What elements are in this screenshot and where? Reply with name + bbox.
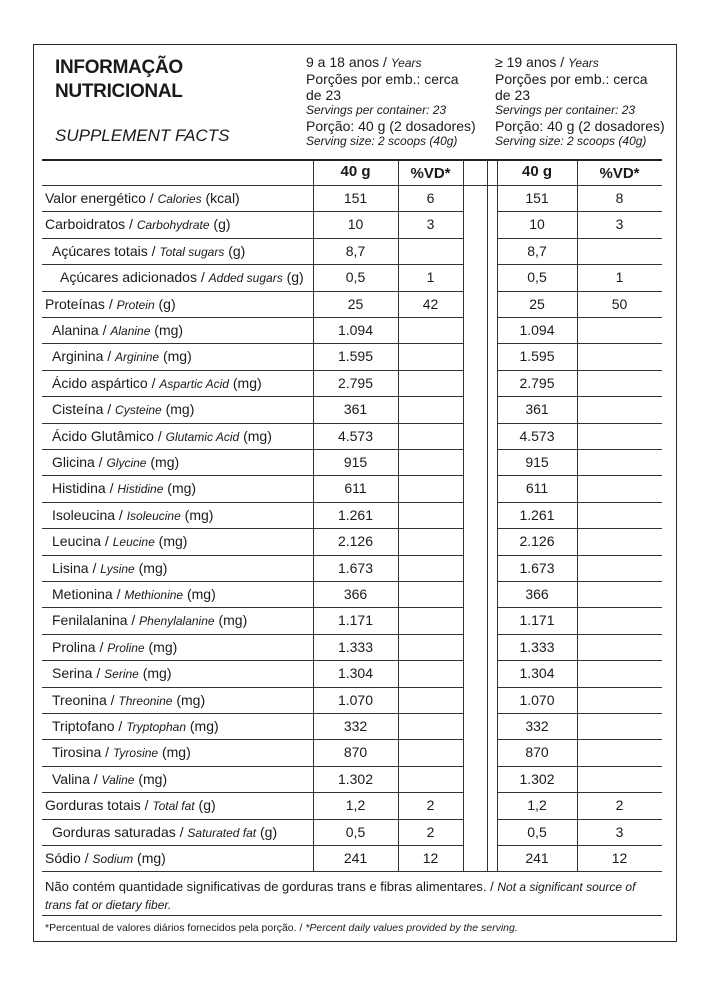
- nutrient-unit: (mg): [150, 322, 184, 338]
- amount-value: 1,2: [345, 797, 366, 814]
- amount-value: 1,2: [527, 797, 547, 814]
- nutrient-name-en: Arginine: [115, 350, 160, 365]
- dv-value: [398, 238, 463, 264]
- nutrient-label: [52, 687, 205, 713]
- dv-value: [577, 555, 662, 581]
- table-row: [0, 475, 709, 501]
- amount-value: 1.261: [337, 506, 374, 523]
- nutrient-name: Ácido aspártico /: [52, 374, 160, 391]
- nutrient-name-en: Methionine: [124, 588, 184, 602]
- footer-note-pt: Não contém quantidade significativas de gorduras trans e fibras alimentares. /: [45, 879, 498, 894]
- table-row: [0, 660, 709, 686]
- dv-value: [398, 317, 463, 343]
- amount-value: 2.795: [519, 374, 555, 391]
- nutrient-unit: (mg): [134, 770, 168, 787]
- dv-header: %VD*: [599, 165, 640, 182]
- amount-value: 1.171: [519, 612, 555, 629]
- dv-value: [577, 343, 662, 369]
- amount-value: 2.126: [519, 533, 555, 550]
- nutrient-unit: (g): [209, 216, 231, 233]
- nutrient-name: Histidina /: [52, 480, 118, 497]
- nutrient-unit: (mg): [172, 691, 206, 708]
- nutrient-label: [52, 238, 245, 264]
- nutrient-name: Açúcares adicionados /: [60, 269, 209, 286]
- dv-value: 8: [615, 190, 624, 206]
- dv-value: [398, 449, 463, 475]
- nutrient-name: Leucina /: [52, 533, 113, 550]
- nutrient-unit: (kcal): [201, 190, 240, 206]
- dv-value: [577, 634, 662, 660]
- nutrient-unit: (g): [282, 269, 304, 286]
- nutrient-name-en: Glycine: [106, 456, 147, 470]
- amount-value: 10: [529, 216, 545, 233]
- dv-value: [398, 581, 463, 607]
- footer-divider: [42, 915, 662, 916]
- nutrient-name: Triptofano /: [52, 718, 127, 734]
- nutrient-name-en: Threonine: [118, 693, 173, 708]
- dv-value: [398, 713, 463, 739]
- nutrient-label: [52, 423, 272, 449]
- nutrient-unit: (mg): [163, 480, 197, 497]
- dv-value: [577, 502, 662, 528]
- servings-label-en: Servings per container: 23: [495, 103, 636, 117]
- page-title: [55, 56, 183, 104]
- amount-header: 40 g: [521, 163, 552, 180]
- footer-note: [45, 878, 665, 914]
- amount-value: 1.333: [519, 638, 555, 655]
- dv-value: [577, 449, 662, 475]
- dv-value: 3: [426, 216, 435, 233]
- nutrient-name-en: Serine: [104, 667, 139, 682]
- nutrient-name-en: Saturated fat: [187, 825, 257, 840]
- nutrient-unit: (mg): [144, 638, 178, 655]
- nutrient-name-en: Total fat: [152, 799, 195, 814]
- nutrient-name-en: Isoleucine: [126, 508, 181, 523]
- dv-value: [398, 634, 463, 660]
- nutrient-unit: (mg): [239, 427, 272, 444]
- amount-value: 611: [344, 480, 367, 497]
- nutrient-label: [45, 211, 231, 237]
- amount-header: 40 g: [340, 163, 371, 180]
- amount-value: 1.302: [519, 770, 555, 787]
- nutrient-label: [45, 291, 176, 317]
- dv-value: [577, 317, 662, 343]
- nutrient-unit: (mg): [159, 348, 192, 365]
- dv-value: [398, 502, 463, 528]
- amount-value: 366: [343, 586, 368, 602]
- table-row: [0, 713, 709, 739]
- nutrient-unit: (mg): [186, 718, 219, 734]
- nutrient-unit: (mg): [183, 586, 216, 602]
- nutrient-name-en: Glutamic Acid: [165, 429, 240, 444]
- nutrient-label: [52, 634, 177, 660]
- dv-value: [577, 687, 662, 713]
- age-label: ≥ 19 anos /: [495, 54, 569, 70]
- nutrient-name-en: Added sugars: [208, 271, 283, 286]
- amount-value: 1.673: [337, 559, 374, 576]
- nutrient-label: [52, 449, 179, 475]
- table-row: [0, 819, 709, 845]
- dv-value: [398, 660, 463, 686]
- nutrient-name: Treonina /: [52, 691, 119, 708]
- amount-value: 4.573: [519, 427, 555, 444]
- nutrient-name: Valina /: [52, 770, 102, 787]
- table-row: [0, 792, 709, 818]
- nutrient-unit: (mg): [158, 744, 191, 761]
- nutrient-unit: (g): [194, 797, 216, 814]
- amount-value: 1.070: [337, 691, 374, 708]
- nutrient-name-en: Cysteine: [115, 403, 162, 418]
- nutrient-name: Sódio /: [45, 850, 93, 866]
- nutrient-name: Fenilalanina /: [52, 612, 140, 629]
- dv-value: [577, 607, 662, 633]
- amount-value: 151: [343, 190, 368, 206]
- table-row: [0, 449, 709, 475]
- dv-value: [398, 528, 463, 554]
- dv-value: [398, 687, 463, 713]
- amount-value: 0,5: [345, 823, 366, 840]
- amount-value: 241: [343, 850, 368, 866]
- table-row: [0, 370, 709, 396]
- amount-value: 1.171: [337, 612, 374, 629]
- age-label: 9 a 18 anos /: [306, 54, 391, 70]
- amount-value: 10: [347, 216, 364, 233]
- dv-value: 50: [611, 295, 628, 312]
- table-row: [0, 343, 709, 369]
- nutrient-name-en: Alanine: [110, 324, 151, 338]
- header-divider: [42, 159, 662, 161]
- amount-value: 25: [347, 295, 364, 312]
- dv-value: 1: [426, 269, 435, 286]
- nutrient-unit: (g): [224, 242, 246, 259]
- dv-footnote-pt: *Percentual de valores diários fornecidos pela porção. /: [45, 922, 306, 934]
- column-header-9-18: [306, 54, 476, 149]
- dv-value: 3: [615, 216, 624, 233]
- table-row: [0, 185, 709, 211]
- amount-value: 1.302: [337, 770, 374, 787]
- dv-value: [398, 343, 463, 369]
- dv-value: 6: [426, 190, 435, 206]
- nutrient-name: Ácido Glutâmico /: [52, 427, 166, 444]
- nutrient-label: [60, 264, 304, 290]
- servings-label: Porções por emb.: cerca: [495, 71, 648, 87]
- nutrient-unit: (g): [154, 295, 176, 312]
- amount-value: 361: [343, 401, 368, 418]
- nutrient-label: [52, 528, 187, 554]
- dv-value: 1: [615, 269, 624, 286]
- dv-value: [577, 766, 662, 792]
- nutrient-label: [52, 660, 172, 686]
- nutrient-name-en: Tyrosine: [112, 746, 159, 761]
- amount-value: 0,5: [345, 269, 366, 286]
- dv-value: [398, 475, 463, 501]
- dv-value: [577, 475, 662, 501]
- nutrient-label: [52, 555, 167, 581]
- nutrient-name: Tirosina /: [52, 744, 113, 761]
- table-row: [0, 845, 709, 871]
- dv-header: %VD*: [410, 165, 451, 182]
- nutrient-label: [52, 607, 247, 633]
- table-row: [0, 211, 709, 237]
- nutrient-unit: (mg): [154, 533, 188, 550]
- portion-label: Porção: 40 g (2 dosadores): [495, 118, 665, 134]
- amount-value: 361: [525, 401, 549, 418]
- dv-value: [577, 238, 662, 264]
- nutrient-label: [52, 475, 196, 501]
- subtitle: SUPPLEMENT FACTS: [55, 126, 230, 145]
- portion-label-en: Serving size: 2 scoops (40g): [495, 134, 647, 148]
- amount-value: 1.070: [519, 691, 555, 708]
- portion-label: Porção: 40 g (2 dosadores): [306, 118, 476, 134]
- dv-value: [577, 396, 662, 422]
- dv-value: 2: [615, 797, 624, 814]
- amount-value: 366: [525, 586, 549, 602]
- nutrient-label: [52, 713, 219, 739]
- nutrient-name-en: Sodium: [92, 852, 134, 866]
- amount-value: 1.304: [337, 665, 374, 682]
- amount-value: 8,7: [527, 242, 547, 259]
- servings-label-cont: de 23: [306, 87, 342, 103]
- amount-value: 0,5: [527, 269, 547, 286]
- nutrient-name-en: Phenylalanine: [139, 614, 215, 629]
- dv-value: [577, 739, 662, 765]
- table-row: [0, 264, 709, 290]
- dv-value: [398, 555, 463, 581]
- amount-value: 915: [343, 454, 368, 470]
- nutrient-unit: (mg): [146, 454, 180, 470]
- dv-footnote-en: *Percent daily values provided by the serving.: [305, 922, 518, 934]
- table-row: [0, 502, 709, 528]
- nutrient-name: Valor energético /: [45, 190, 158, 206]
- nutrient-label: [52, 581, 216, 607]
- amount-value: 1.595: [519, 348, 555, 365]
- amount-value: 870: [343, 744, 368, 761]
- dv-value: 3: [615, 823, 624, 840]
- nutrient-name: Arginina /: [52, 348, 116, 365]
- nutrient-name-en: Lysine: [100, 561, 135, 576]
- title-line-2: NUTRICIONAL: [55, 81, 183, 102]
- portion-label-en: Serving size: 2 scoops (40g): [306, 134, 458, 148]
- nutrient-unit: (mg): [161, 401, 195, 418]
- nutrient-unit: (mg): [214, 612, 248, 629]
- nutrient-label: [52, 502, 213, 528]
- amount-value: 0,5: [527, 823, 547, 840]
- amount-value: 1.673: [519, 559, 555, 576]
- nutrient-name-en: Tryptophan: [126, 720, 186, 734]
- amount-value: 1.333: [337, 638, 374, 655]
- age-label-en: Years: [390, 56, 422, 70]
- table-row: [0, 238, 709, 264]
- table-row: [0, 739, 709, 765]
- table-row: [0, 555, 709, 581]
- nutrient-name: Lisina /: [52, 559, 101, 576]
- nutrient-unit: (g): [256, 823, 278, 840]
- table-row: [0, 634, 709, 660]
- nutrient-label: [52, 739, 191, 765]
- dv-value: 42: [422, 295, 439, 312]
- table-row: [0, 607, 709, 633]
- nutrient-name: Metionina /: [52, 586, 125, 602]
- dv-value: [577, 370, 662, 396]
- nutrient-unit: (mg): [133, 850, 166, 866]
- dv-value: [398, 370, 463, 396]
- dv-value: [577, 423, 662, 449]
- nutrient-name: Prolina /: [52, 638, 108, 655]
- nutrient-name: Proteínas /: [45, 295, 117, 312]
- table-row: [0, 766, 709, 792]
- nutrient-name: Glicina /: [52, 454, 107, 470]
- nutrient-name: Alanina /: [52, 322, 111, 338]
- amount-value: 332: [343, 718, 368, 734]
- amount-value: 25: [529, 295, 545, 312]
- amount-value: 4.573: [337, 427, 374, 444]
- amount-value: 2.126: [337, 533, 374, 550]
- nutrient-unit: (mg): [134, 559, 168, 576]
- table-row: [0, 528, 709, 554]
- nutrient-label: [52, 370, 262, 396]
- dv-value: [398, 396, 463, 422]
- amount-value: 332: [525, 718, 549, 734]
- table-row: [0, 291, 709, 317]
- column-header-19-plus: [495, 54, 665, 149]
- dv-value: 2: [426, 823, 435, 840]
- amount-value: 8,7: [345, 242, 366, 259]
- table-row: [0, 687, 709, 713]
- nutrient-unit: (mg): [138, 665, 172, 682]
- nutrient-name-en: Valine: [101, 772, 135, 787]
- nutrient-label: [45, 845, 166, 871]
- nutrient-label: [52, 317, 183, 343]
- dv-value: [398, 766, 463, 792]
- table-row: [0, 396, 709, 422]
- dv-value: 12: [611, 850, 628, 866]
- amount-value: 1.094: [337, 322, 374, 338]
- dv-value: 2: [426, 797, 435, 814]
- nutrient-name: Gorduras totais /: [45, 797, 153, 814]
- nutrient-name: Açúcares totais /: [52, 242, 160, 259]
- table-row: [0, 423, 709, 449]
- amount-value: 241: [525, 850, 549, 866]
- nutrient-unit: (mg): [180, 506, 214, 523]
- amount-value: 870: [525, 744, 549, 761]
- servings-label: Porções por emb.: cerca: [306, 71, 459, 87]
- dv-value: [398, 607, 463, 633]
- footer-divider: [42, 871, 662, 872]
- dv-footnote: [45, 922, 518, 934]
- nutrient-name-en: Leucine: [112, 535, 155, 550]
- table-row: [0, 317, 709, 343]
- servings-label-cont: de 23: [495, 87, 531, 103]
- dv-value: [577, 581, 662, 607]
- nutrient-label: [45, 185, 240, 211]
- amount-value: 1.261: [519, 506, 555, 523]
- dv-value: [398, 739, 463, 765]
- nutrient-name-en: Total sugars: [159, 244, 225, 259]
- table-row: [0, 581, 709, 607]
- nutrient-label: [52, 819, 277, 845]
- servings-label-en: Servings per container: 23: [306, 103, 447, 117]
- nutrient-name-en: Proline: [107, 640, 145, 655]
- nutrient-name-en: Histidine: [117, 482, 164, 497]
- nutrient-name: Serina /: [52, 665, 105, 682]
- nutrient-name: Carboidratos /: [45, 216, 137, 233]
- amount-value: 1.595: [337, 348, 374, 365]
- nutrient-name: Cisteína /: [52, 401, 116, 418]
- dv-value: [577, 660, 662, 686]
- amount-value: 915: [525, 454, 549, 470]
- dv-value: [398, 423, 463, 449]
- nutrient-label: [52, 766, 167, 792]
- amount-value: 1.094: [519, 322, 555, 338]
- amount-value: 2.795: [337, 374, 374, 391]
- amount-value: 1.304: [519, 665, 555, 682]
- amount-value: 151: [525, 190, 549, 206]
- dv-value: [577, 528, 662, 554]
- dv-value: [577, 713, 662, 739]
- nutrient-name-en: Aspartic Acid: [159, 376, 229, 391]
- title-line-1: INFORMAÇÃO: [55, 57, 183, 78]
- dv-value: 12: [422, 850, 439, 866]
- nutrient-label: [52, 396, 194, 422]
- nutrient-name-en: Protein: [116, 297, 155, 312]
- nutrient-name: Isoleucina /: [52, 506, 127, 523]
- nutrient-name-en: Carbohydrate: [136, 218, 210, 233]
- nutrient-unit: (mg): [228, 374, 262, 391]
- nutrient-name: Gorduras saturadas /: [52, 823, 188, 840]
- nutrient-label: [45, 792, 216, 818]
- amount-value: 611: [525, 480, 549, 497]
- nutrient-label: [52, 343, 192, 369]
- footer-note-en: Not a significant source of trans fat or dietary fiber.: [45, 880, 636, 912]
- age-label-en: Years: [568, 56, 599, 70]
- nutrient-name-en: Calories: [157, 192, 202, 206]
